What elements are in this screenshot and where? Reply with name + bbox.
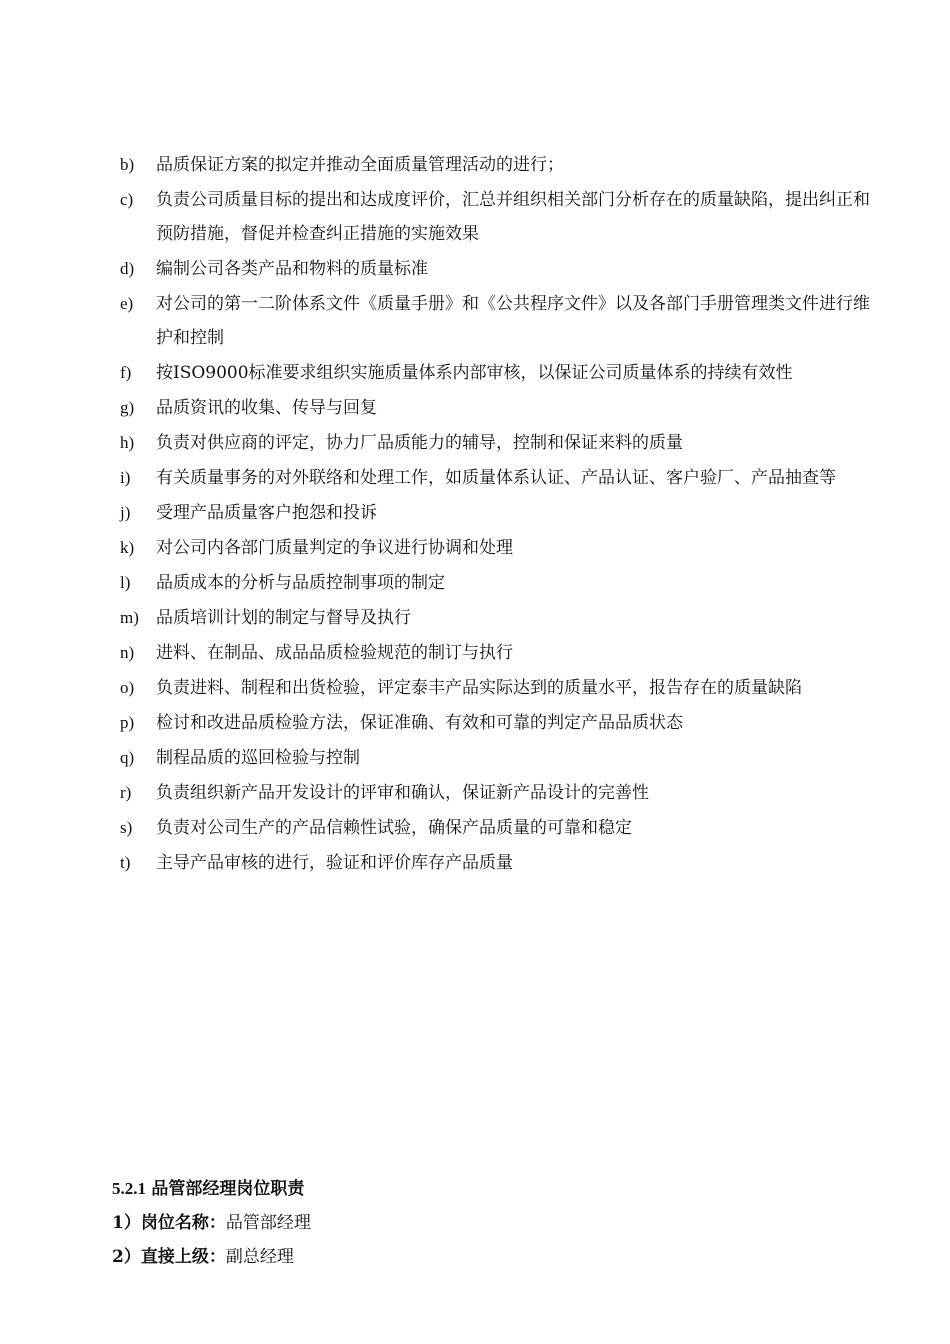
list-marker: i)	[120, 468, 131, 487]
duty-list	[120, 148, 880, 881]
list-marker: s)	[120, 818, 133, 837]
position-name-label: 1）岗位名称：	[112, 1213, 226, 1233]
list-text: 对公司的第一二阶体系文件《质量手册》和《公共程序文件》以及各部门手册管理类文件进行维护和控制	[156, 294, 870, 348]
list-item	[120, 461, 880, 495]
list-text: 受理产品质量客户抱怨和投诉	[156, 503, 377, 523]
list-item	[120, 671, 880, 705]
direct-superior-label: 2）直接上级：	[112, 1247, 226, 1267]
list-text: 负责对公司生产的产品信赖性试验，确保产品质量的可靠和稳定	[156, 818, 632, 838]
list-marker: e)	[120, 294, 134, 313]
list-marker: k)	[120, 538, 135, 557]
list-item	[120, 531, 880, 565]
list-marker: o)	[120, 678, 135, 697]
list-item	[120, 183, 880, 251]
list-text: 品质资讯的收集、传导与回复	[156, 398, 377, 418]
list-item	[120, 287, 880, 355]
list-text: 主导产品审核的进行，验证和评价库存产品质量	[156, 853, 513, 873]
list-item	[120, 776, 880, 810]
list-text: 检讨和改进品质检验方法，保证准确、有效和可靠的判定产品品质状态	[156, 713, 683, 733]
list-item	[120, 601, 880, 635]
list-item	[120, 811, 880, 845]
list-text: 有关质量事务的对外联络和处理工作，如质量体系认证、产品认证、客户验厂、产品抽查等	[156, 468, 836, 488]
list-marker: q)	[120, 748, 135, 767]
list-text: 品质培训计划的制定与督导及执行	[156, 608, 411, 628]
section-number: 5.2.1	[112, 1179, 146, 1198]
list-marker: r)	[120, 783, 132, 802]
list-marker: m)	[120, 608, 139, 627]
list-marker: p)	[120, 713, 135, 732]
list-text: 品质成本的分析与品质控制事项的制定	[156, 573, 445, 593]
list-text: 负责组织新产品开发设计的评审和确认，保证新产品设计的完善性	[156, 783, 649, 803]
list-text: 负责对供应商的评定，协力厂品质能力的辅导，控制和保证来料的质量	[156, 433, 683, 453]
job-description-section	[112, 1172, 872, 1274]
list-item	[120, 252, 880, 286]
direct-superior-line	[112, 1240, 872, 1274]
list-marker: h)	[120, 433, 135, 452]
list-text: 按ISO9000标准要求组织实施质量体系内部审核，以保证公司质量体系的持续有效性	[156, 363, 793, 383]
list-marker: j)	[120, 503, 131, 522]
list-item	[120, 426, 880, 460]
list-marker: g)	[120, 398, 135, 417]
list-text: 负责公司质量目标的提出和达成度评价，汇总并组织相关部门分析存在的质量缺陷，提出纠正和预防措施，督促并检查纠正措施的实施效果	[156, 190, 870, 244]
list-item	[120, 148, 880, 182]
list-marker: c)	[120, 190, 134, 209]
section-title: 品管部经理岗位职责	[151, 1179, 305, 1199]
list-marker: f)	[120, 363, 132, 382]
list-text: 制程品质的巡回检验与控制	[156, 748, 360, 768]
list-marker: l)	[120, 573, 131, 592]
list-item	[120, 391, 880, 425]
list-item	[120, 496, 880, 530]
list-text: 进料、在制品、成品品质检验规范的制订与执行	[156, 643, 513, 663]
list-item	[120, 566, 880, 600]
list-marker: b)	[120, 155, 135, 174]
list-marker: n)	[120, 643, 135, 662]
list-item	[120, 706, 880, 740]
list-text: 品质保证方案的拟定并推动全面质量管理活动的进行；	[156, 155, 564, 175]
section-heading	[112, 1172, 872, 1206]
list-item	[120, 846, 880, 880]
list-text: 编制公司各类产品和物料的质量标准	[156, 259, 428, 279]
list-marker: d)	[120, 259, 135, 278]
list-item	[120, 741, 880, 775]
list-text: 对公司内各部门质量判定的争议进行协调和处理	[156, 538, 513, 558]
direct-superior-value: 副总经理	[225, 1247, 294, 1267]
list-marker: t)	[120, 853, 131, 872]
list-item	[120, 636, 880, 670]
list-text: 负责进料、制程和出货检验，评定泰丰产品实际达到的质量水平，报告存在的质量缺陷	[156, 678, 802, 698]
list-item	[120, 356, 880, 390]
position-name-line	[112, 1206, 872, 1240]
position-name-value: 品管部经理	[225, 1213, 311, 1233]
